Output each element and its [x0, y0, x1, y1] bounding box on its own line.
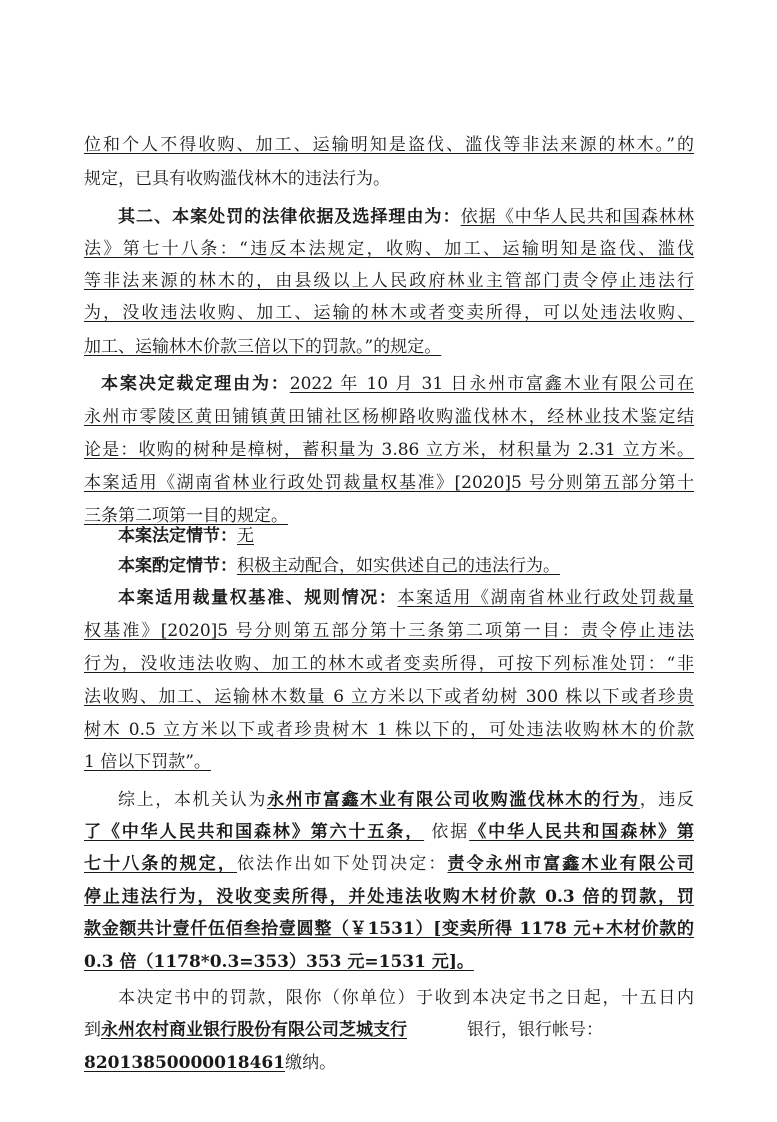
conclusion-violates: ，违反 [639, 790, 694, 810]
paragraph-5-line-1 [118, 549, 694, 583]
paragraph-2-line-3: 等非法来源的林木的，由县级以上人民政府林业主管部门责令停止违法行 [84, 271, 694, 291]
penalty-decision-start: 责令永州市富鑫木业有限公司 [447, 854, 694, 874]
paragraph-7-line-6: 0.3 倍（1178*0.3=353）353 元=1531 元]。 [84, 952, 474, 972]
decision-reason-text: 2022 年 10 月 31 日永州市富鑫木业有限公司在 [289, 374, 694, 394]
discretion-standard-text: 本案适用《湖南省林业行政处罚裁量 [397, 588, 694, 608]
paragraph-2-line-4: 为，没收违法收购、加工、运输的林木或者变卖所得，可以处违法收购、 [84, 303, 694, 323]
paragraph-2-line-1 [118, 200, 694, 234]
discretionary-circumstances-heading: 本案酌定情节： [118, 556, 237, 576]
violated-article: 了《中华人民共和国森林》第六十五条， [84, 822, 425, 842]
statutory-circumstances-heading: 本案法定情节： [118, 526, 237, 546]
paragraph-3-line-3: 论是：收购的树种是樟树，蓄积量为 3.86 立方米，材积量为 2.31 立方米。 [84, 440, 694, 460]
according-to: 依据 [424, 822, 470, 842]
paragraph-6-line-3: 行为，没收违法收购、加工的林木或者变卖所得，可按下列标准处罚：“非 [84, 654, 694, 674]
paragraph-7-line-3 [84, 847, 694, 881]
payment-instruction: 缴纳。 [285, 1053, 337, 1073]
applied-article: 七十八条的规定， [84, 854, 238, 874]
paragraph-6-line-6: 1 倍以下罚款”。 [84, 752, 211, 772]
paragraph-2-line-5: 加工、运输林木价款三倍以下的罚款。”的规定。 [84, 337, 442, 357]
paragraph-4-line-1 [118, 519, 694, 553]
paragraph-3-line-4: 本案适用《湖南省林业行政处罚裁量权基准》[2020]5 号分则第五部分第十 [84, 473, 694, 493]
decision-intro: 依法作出如下处罚决定： [237, 854, 448, 874]
paragraph-6-line-1 [118, 581, 694, 615]
paragraph-6-line-4: 法收购、加工、运输林木数量 6 立方米以下或者幼树 300 株以下或者珍贵 [84, 687, 694, 707]
discretion-standard-heading: 本案适用裁量权基准、规则情况： [118, 588, 398, 608]
applied-law: 《中华人民共和国森林》第 [469, 822, 694, 842]
paragraph-3-line-5: 三条第二项第一目的规定。 [84, 506, 288, 526]
legal-basis-heading: 其二、本案处罚的法律依据及选择理由为： [118, 207, 461, 227]
paragraph-8-line-1: 本决定书中的罚款，限你（你单位）于收到本决定书之日起，十五日内 [118, 988, 694, 1008]
paragraph-8-line-3 [84, 1046, 694, 1080]
paragraph-7-line-4: 停止违法行为，没收变卖所得，并处违法收购木材价款 0.3 倍的罚款，罚 [84, 887, 694, 907]
statutory-circumstances-value: 无 [237, 526, 254, 546]
paragraph-8-line-2 [84, 1013, 694, 1047]
paragraph-2-line-2: 法》第七十八条：“违反本法规定，收购、加工、运输明知是盗伐、滥伐 [84, 239, 694, 259]
paragraph-7-line-5: 款金额共计壹仟伍佰叁拾壹圆整（￥1531）[变卖所得 1178 元+木材价款的 [84, 919, 694, 939]
decision-reason-heading: 本案决定裁定理由为： [101, 374, 290, 394]
paragraph-7-line-2 [84, 815, 694, 849]
bank-account-label: 银行，银行帐号： [467, 1020, 603, 1040]
paragraph-1-line-2: 规定，已具有收购滥伐林木的违法行为。 [84, 169, 390, 189]
payment-to: 到 [84, 1020, 101, 1040]
conclusion-intro: 综上，本机关认为 [118, 790, 268, 810]
paragraph-3-line-1 [101, 367, 694, 401]
paragraph-1-line-1: 位和个人不得收购、加工、运输明知是盗伐、滥伐等非法来源的林木。”的 [84, 135, 694, 155]
bank-account-number: 82013850000018461 [84, 1053, 286, 1073]
paragraph-3-line-2: 永州市零陵区黄田铺镇黄田铺社区杨柳路收购滥伐林木，经林业技术鉴定结 [84, 407, 694, 427]
paragraph-6-line-2: 权基准》[2020]5 号分则第五部分第十三条第二项第一目：责令停止违法 [84, 621, 694, 641]
paragraph-7-line-1 [118, 783, 694, 817]
bank-name: 永州农村商业银行股份有限公司芝城支行 [101, 1020, 407, 1040]
discretionary-circumstances-value: 积极主动配合，如实供述自己的违法行为。 [237, 556, 560, 576]
paragraph-6-line-5: 树木 0.5 立方米以下或者珍贵树木 1 株以下的，可处违法收购林木的价款 [84, 720, 694, 740]
violating-party-behavior: 永州市富鑫木业有限公司收购滥伐林木的行为 [267, 790, 640, 810]
legal-basis-text: 依据《中华人民共和国森林林 [460, 207, 694, 227]
